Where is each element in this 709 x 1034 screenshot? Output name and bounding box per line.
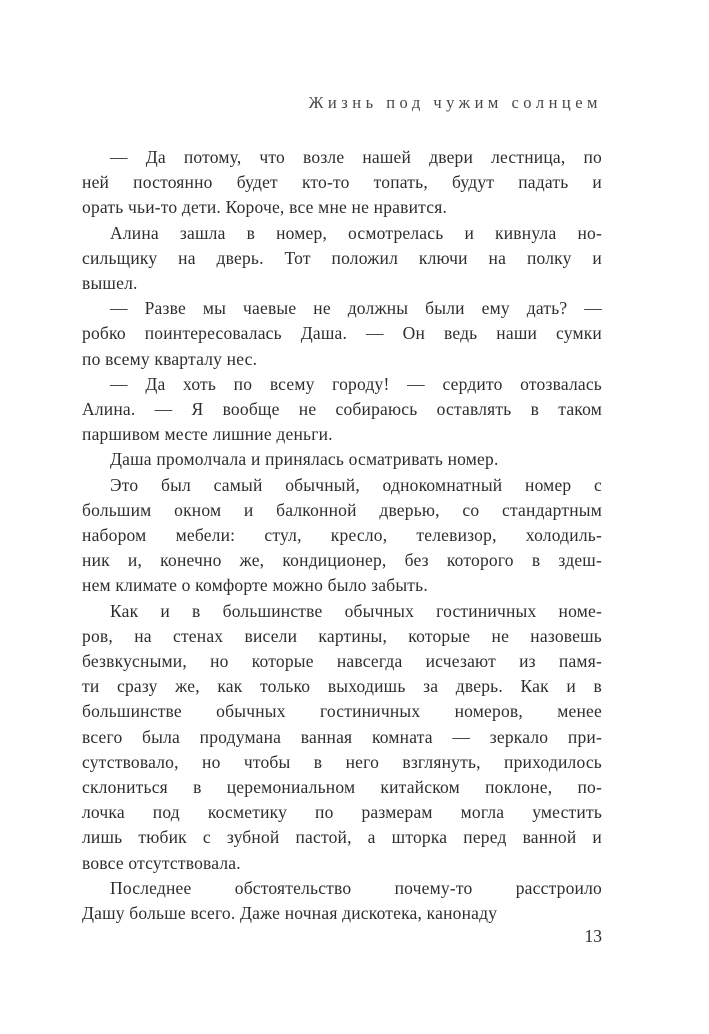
paragraph [82,599,602,876]
paragraph [82,473,602,599]
text-line: Алина. — Я вообще не собираюсь оставлять в таком [82,399,602,420]
paragraph [82,145,602,221]
text-line: паршивом месте лишние деньги. [82,424,333,445]
text-line: Алина зашла в номер, осмотрелась и кивнула но- [110,222,602,243]
text-line: ров, на стенах висели картины, которые не назовешь [82,625,602,646]
text-line: ней постоянно будет кто-то топать, будут падать и [82,172,602,193]
text-line: большим окном и балконной дверью, со стандартным [82,499,602,520]
text-line: вышел. [82,273,138,294]
text-line: сильщику на дверь. Тот положил ключи на полку и [82,247,602,268]
paragraph [82,221,602,297]
paragraph [82,296,602,372]
paragraph [82,876,602,926]
page-number: 13 [584,926,602,946]
text-line: — Да потому, что возле нашей двери лестница, по [110,147,602,167]
text-line: вовсе отсутствовала. [82,852,241,873]
text-line: сутствовало, но чтобы в него взглянуть, приходилось [82,751,602,772]
text-line: по всему кварталу нес. [82,348,258,369]
text-line: нем климате о комфорте можно было забыть. [82,575,428,596]
text-line: набором мебели: стул, кресло, телевизор, холодиль- [82,525,602,546]
text-line: всего была продумана ванная комната — зеркало при- [82,726,602,747]
text-line: Даша промолчала и принялась осматривать номер. [110,449,499,470]
text-line: ник и, конечно же, кондиционер, без которого в здеш- [82,550,602,571]
text-line: робко поинтересовалась Даша. — Он ведь наши сумки [82,323,602,344]
text-line: Дашу больше всего. Даже ночная дискотека, канонаду [82,903,498,924]
running-header: Жизнь под чужим солнцем [308,93,602,112]
text-line: Как и в большинстве обычных гостиничных номе- [110,600,602,621]
text-line: лишь тюбик с зубной пастой, а шторка перед ванной и [82,827,602,848]
text-line: — Да хоть по всему городу! — сердито отозвалась [110,373,602,394]
text-line: лочка под косметику по размерам могла уместить [82,802,602,823]
text-line: большинстве обычных гостиничных номеров, менее [82,701,602,722]
text-line: Это был самый обычный, однокомнатный номер с [110,474,602,495]
text-line: — Разве мы чаевые не должны были ему дать? — [110,298,602,319]
paragraph [82,447,602,472]
text-line: орать чьи-то дети. Короче, все мне не нравится. [82,197,448,218]
text-block [82,145,602,926]
text-line: безвкусными, но которые навсегда исчезают из памя- [82,651,602,672]
paragraph [82,372,602,448]
text-line: ти сразу же, как только выходишь за дверь. Как и в [82,676,602,697]
text-line: Последнее обстоятельство почему-то расстроило [110,877,602,898]
text-line: склониться в церемониальном китайском поклоне, по- [82,777,602,798]
